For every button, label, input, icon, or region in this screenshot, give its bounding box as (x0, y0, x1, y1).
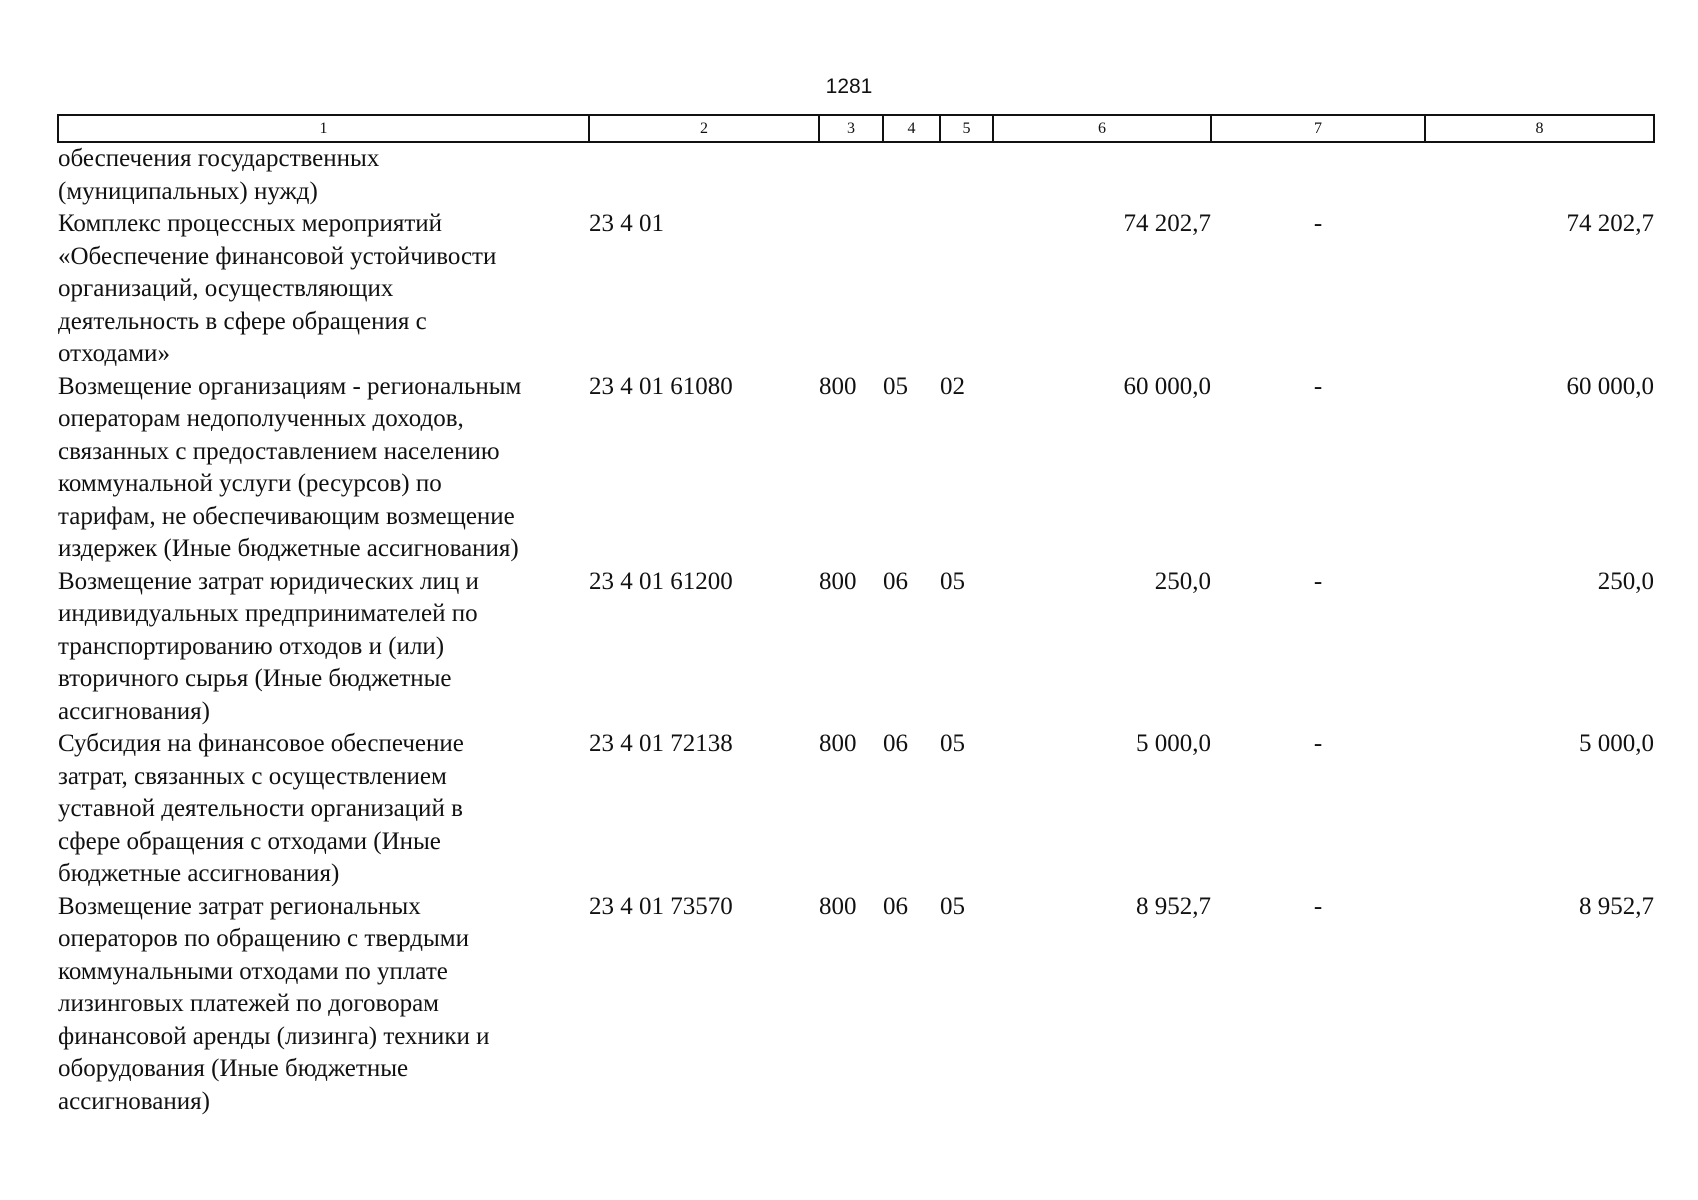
column-header-1: 1 (58, 115, 589, 142)
subsection-code (940, 142, 993, 208)
row-name-line: обеспечения государственных (58, 145, 380, 172)
row-name-line: связанных с предоставлением населению (58, 437, 500, 465)
row-name-line: деятельность в сфере обращения с (58, 307, 427, 335)
table-row (58, 891, 1654, 1119)
row-name-line: уставной деятельности организаций в (58, 795, 463, 822)
row-name-line: организаций, осуществляющих (58, 275, 394, 302)
table-body (58, 142, 1654, 1118)
amount-total: 5 000,0 (1579, 730, 1654, 757)
row-name-line: бюджетные ассигнования) (58, 860, 340, 887)
row-name-line: Возмещение затрат региональных (58, 892, 421, 920)
expense-type-code (819, 208, 883, 371)
target-article-code: 23 4 01 61200 (589, 567, 733, 595)
expense-type-code: 800 (819, 730, 857, 757)
row-name-line: сфере обращения с отходами (Иные (58, 827, 441, 855)
row-name-cell (58, 566, 589, 729)
target-article-code: 23 4 01 61080 (589, 372, 733, 400)
row-name-line: оборудования (Иные бюджетные (58, 1055, 409, 1082)
column-header-8: 8 (1425, 115, 1654, 142)
target-article-code (589, 142, 819, 208)
subsection-code: 05 (940, 567, 965, 595)
row-name-line: Субсидия на финансовое обеспечение (58, 730, 464, 757)
amount-change: - (1313, 372, 1323, 400)
row-name-line: Возмещение организациям - региональным (58, 372, 522, 400)
row-name-line: затрат, связанных с осуществлением (58, 762, 447, 790)
row-name-cell (58, 208, 589, 371)
column-header-5: 5 (940, 115, 993, 142)
subsection-code (940, 208, 993, 371)
row-name-line: (муниципальных) нужд) (58, 177, 318, 205)
column-header-6: 6 (993, 115, 1211, 142)
row-name-line: издержек (Иные бюджетные ассигнования) (58, 535, 519, 562)
amount-approved: 5 000,0 (1136, 730, 1211, 757)
section-code (883, 142, 940, 208)
amount-total: 74 202,7 (1566, 210, 1654, 237)
amount-change: - (1313, 892, 1323, 920)
amount-total: 250,0 (1597, 567, 1654, 595)
section-code: 06 (883, 730, 908, 757)
amount-total (1425, 142, 1654, 208)
row-name-line: тарифам, не обеспечивающим возмещение (58, 502, 515, 530)
row-name-line: отходами» (58, 340, 170, 367)
subsection-code: 05 (940, 730, 965, 757)
target-article-code: 23 4 01 72138 (589, 730, 733, 757)
amount-total: 60 000,0 (1566, 372, 1654, 400)
amount-approved: 60 000,0 (1123, 372, 1211, 400)
subsection-code: 02 (940, 372, 965, 400)
column-header-7: 7 (1211, 115, 1425, 142)
row-name-line: операторов по обращению с твердыми (58, 925, 469, 952)
amount-change (1211, 142, 1425, 208)
row-name-cell (58, 371, 589, 566)
table-row (58, 728, 1654, 891)
amount-total: 8 952,7 (1579, 892, 1654, 920)
expense-type-code: 800 (819, 892, 857, 920)
table-row (58, 371, 1654, 566)
column-number-row (58, 115, 1654, 142)
page-number: 1281 (825, 75, 873, 98)
column-header-4: 4 (883, 115, 940, 142)
column-header-3: 3 (819, 115, 883, 142)
expense-type-code (819, 142, 883, 208)
row-name-line: коммунальными отходами по уплате (58, 957, 448, 985)
amount-approved (993, 142, 1211, 208)
row-name-line: ассигнования) (58, 697, 210, 725)
row-name-line: операторам недополученных доходов, (58, 405, 464, 432)
amount-change: - (1313, 730, 1323, 757)
amount-approved: 74 202,7 (1123, 210, 1211, 237)
budget-table (57, 114, 1655, 1118)
row-name-line: Комплекс процессных мероприятий (58, 210, 443, 237)
target-article-code: 23 4 01 (589, 210, 664, 237)
row-name-line: индивидуальных предпринимателей по (58, 600, 478, 627)
amount-change: - (1313, 210, 1323, 237)
row-name-line: «Обеспечение финансовой устойчивости (58, 242, 497, 270)
section-code (883, 208, 940, 371)
row-name-line: коммунальной услуги (ресурсов) по (58, 470, 442, 497)
row-name-cell (58, 728, 589, 891)
table-row (58, 142, 1654, 208)
row-name-line: лизинговых платежей по договорам (58, 990, 439, 1017)
section-code: 06 (883, 892, 908, 920)
table-row (58, 566, 1654, 729)
row-name-line: финансовой аренды (лизинга) техники и (58, 1022, 490, 1050)
expense-type-code: 800 (819, 567, 857, 595)
row-name-line: ассигнования) (58, 1087, 210, 1115)
row-name-line: транспортированию отходов и (или) (58, 632, 445, 660)
row-name-cell (58, 891, 589, 1119)
section-code: 06 (883, 567, 908, 595)
target-article-code: 23 4 01 73570 (589, 892, 733, 920)
row-name-cell (58, 142, 589, 208)
subsection-code: 05 (940, 892, 965, 920)
section-code: 05 (883, 372, 908, 400)
expense-type-code: 800 (819, 372, 857, 400)
column-header-2: 2 (589, 115, 819, 142)
row-name-line: Возмещение затрат юридических лиц и (58, 567, 479, 595)
amount-approved: 250,0 (1154, 567, 1211, 595)
amount-approved: 8 952,7 (1136, 892, 1211, 920)
table-row (58, 208, 1654, 371)
amount-change: - (1313, 567, 1323, 595)
row-name-line: вторичного сырья (Иные бюджетные (58, 665, 452, 692)
